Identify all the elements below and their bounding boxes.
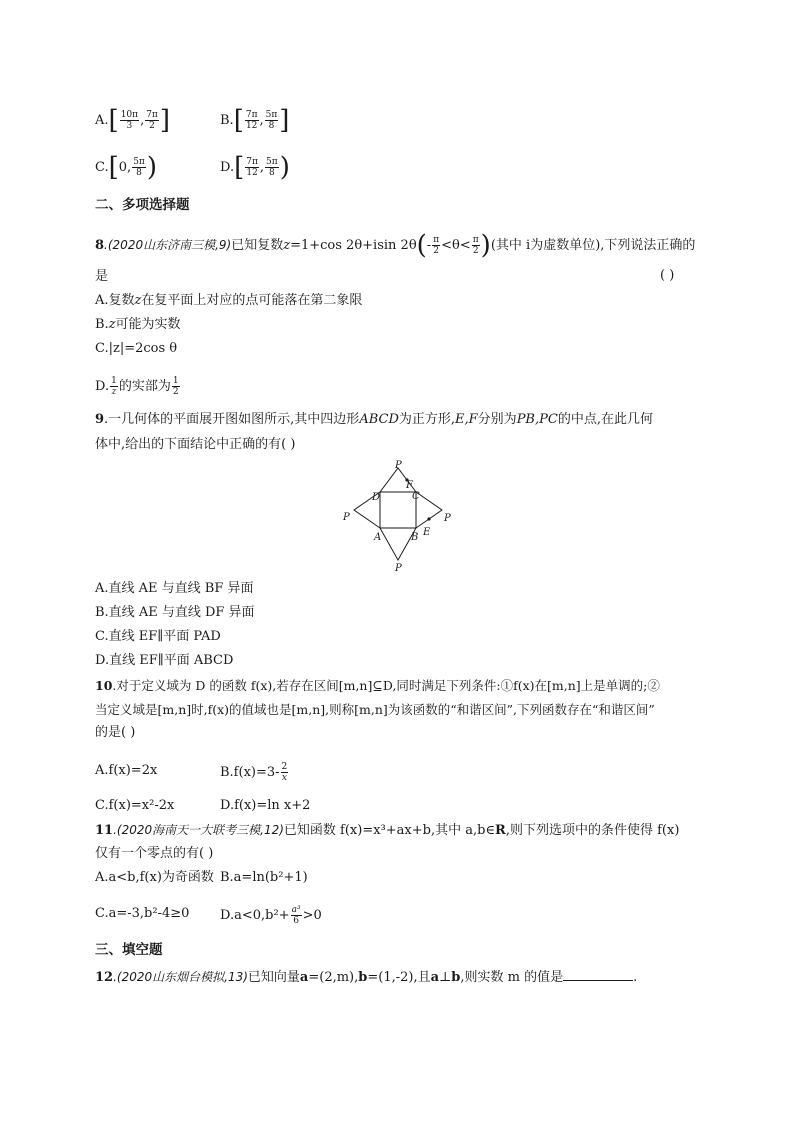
numerator: 5π bbox=[265, 110, 278, 120]
q9-option-a: A.直线 AE 与直线 BF 异面 bbox=[95, 581, 254, 596]
option-a-prev: A.[ $\frac{10\pi}{3}$ , $\frac{7\pi}{2}$ ] bbox=[95, 105, 171, 136]
bracket: [ bbox=[108, 105, 119, 136]
option-label: B. bbox=[220, 113, 234, 128]
numerator: 1 bbox=[111, 376, 117, 386]
stem-text: . bbox=[633, 970, 638, 985]
question-11-stem bbox=[95, 821, 679, 840]
question-8-stem bbox=[95, 230, 696, 261]
stem-text: 已知函数 f(x)=x³+ax+b,其中 a,b∈ bbox=[283, 823, 496, 838]
question-8-stem-cont: 是 bbox=[95, 269, 109, 284]
fraction bbox=[120, 110, 139, 131]
option-text: 在复平面上对应的点可能落在第二象限 bbox=[141, 293, 363, 308]
option-text: B. bbox=[95, 317, 109, 332]
triangle-right bbox=[416, 492, 442, 528]
option-b-prev: B.[ $\frac{7\pi}{12}$ , $\frac{5\pi}{8}$ ] bbox=[220, 105, 290, 136]
numerator: 7π bbox=[246, 157, 258, 167]
question-12-stem bbox=[95, 967, 637, 987]
option-text: 的实部为 bbox=[118, 379, 171, 394]
stem-text: .一几何体的平面展开图如图所示,其中四边形 bbox=[104, 412, 360, 427]
numerator: 7π bbox=[146, 110, 158, 120]
question-number: 12 bbox=[95, 970, 114, 985]
point-e bbox=[427, 517, 430, 520]
q8-option-c: C.|z|=2cos θ bbox=[95, 341, 178, 356]
question-9-stem-cont: 体中,给出的下面结论中正确的有( ) bbox=[95, 437, 296, 452]
math-var: z bbox=[134, 293, 142, 308]
stem-text: 的中点,在此几何 bbox=[557, 412, 653, 427]
q10-option-a: A.f(x)=2x bbox=[95, 763, 158, 778]
option-text: B.f(x)=3- bbox=[220, 765, 280, 780]
fraction bbox=[265, 110, 279, 131]
stem-text: 已知复数 bbox=[231, 238, 284, 253]
numerator: π bbox=[472, 235, 479, 245]
math-var: PB,PC bbox=[516, 412, 558, 427]
section-heading-fill-in: 三、填空题 bbox=[95, 942, 163, 958]
stem-text: =1+cos 2θ+isin 2θ bbox=[290, 238, 417, 253]
fraction bbox=[281, 762, 289, 783]
denominator: x bbox=[281, 773, 287, 783]
q10-option-c: C.f(x)=x²-2x bbox=[95, 798, 175, 813]
question-number: 10 bbox=[95, 678, 113, 693]
denominator: 2 bbox=[172, 387, 179, 397]
numerator: a³ bbox=[291, 905, 301, 915]
label-e: E bbox=[423, 527, 431, 538]
section-heading-multiple-choice: 二、多项选择题 bbox=[95, 197, 190, 213]
fraction bbox=[432, 235, 440, 256]
fraction bbox=[132, 157, 146, 178]
option-label: A. bbox=[95, 113, 109, 128]
option-c-prev bbox=[95, 152, 157, 183]
q10-option-b bbox=[220, 762, 289, 783]
answer-blank[interactable] bbox=[563, 967, 633, 981]
question-source: .(2020山东济南三模,9) bbox=[104, 238, 232, 252]
answer-paren: ( ) bbox=[660, 268, 675, 283]
fraction bbox=[172, 376, 180, 397]
bracket: [ bbox=[233, 105, 244, 136]
stem-text: .对于定义域为 D 的函数 f(x),若存在区间[m,n]⊆D,同时满足下列条件:①f(x)在[m,n]上是单调的;② bbox=[112, 678, 660, 693]
question-number: 8 bbox=[95, 238, 105, 253]
option-d-prev: D.[ $\frac{7\pi}{12}$ , $\frac{5\pi}{8}$ ) bbox=[220, 152, 290, 183]
q11-option-b: B.a=ln(b²+1) bbox=[220, 870, 308, 885]
numerator: 2 bbox=[281, 762, 288, 772]
label-p-left: P bbox=[343, 512, 350, 523]
math-var: z bbox=[283, 238, 291, 253]
question-10-stem bbox=[95, 677, 660, 695]
q9-option-d: D.直线 EF∥平面 ABCD bbox=[95, 653, 234, 668]
question-number: 11 bbox=[95, 823, 114, 838]
stem-text: ,则下列选项中的条件使得 f(x) bbox=[505, 823, 680, 838]
option-text: D.a<0,b²+ bbox=[220, 908, 290, 923]
numerator: 5π bbox=[266, 157, 278, 167]
denominator: 2 bbox=[472, 246, 479, 256]
label-p-bottom: P bbox=[395, 563, 402, 574]
numerator: 5π bbox=[133, 157, 145, 167]
label-c: C bbox=[412, 491, 420, 502]
perp-symbol: ⊥ bbox=[439, 970, 452, 985]
q10-option-d: D.f(x)=ln x+2 bbox=[220, 798, 311, 813]
vector-a: a bbox=[299, 970, 309, 985]
denominator: 8 bbox=[269, 168, 275, 178]
denominator: 2 bbox=[149, 121, 155, 131]
stem-text: ,则实数 m 的值是 bbox=[460, 970, 564, 985]
vector-b: b bbox=[358, 970, 368, 985]
math-text: - bbox=[426, 238, 432, 253]
fraction bbox=[291, 905, 302, 926]
stem-text: (其中 i为虚数单位),下列说法正确的 bbox=[490, 238, 696, 253]
numerator: 1 bbox=[172, 376, 179, 386]
denominator: 6 bbox=[293, 916, 299, 926]
question-number: 9 bbox=[95, 412, 105, 427]
option-label: C. bbox=[95, 160, 109, 175]
option-text: 可能为实数 bbox=[115, 317, 181, 332]
label-b: B bbox=[411, 532, 419, 543]
fraction bbox=[245, 157, 259, 178]
bracket: ) bbox=[146, 152, 157, 183]
denominator: 2 bbox=[433, 246, 440, 256]
denominator: 8 bbox=[136, 168, 142, 178]
question-9-stem bbox=[95, 411, 653, 429]
math-var: E,F bbox=[455, 412, 478, 427]
paren: ( bbox=[416, 230, 427, 261]
question-11-stem-cont: 仅有一个零点的有( ) bbox=[95, 846, 214, 861]
stem-text: =(2,m), bbox=[308, 970, 359, 985]
bracket: ] bbox=[279, 105, 290, 136]
math-var: z bbox=[108, 317, 116, 332]
q11-option-d bbox=[220, 905, 322, 926]
denominator: z bbox=[111, 387, 117, 397]
option-text: A.复数 bbox=[95, 293, 135, 308]
paren: ) bbox=[480, 230, 491, 261]
question-10-stem-cont: 当定义域是[m,n]时,f(x)的值域也是[m,n],则称[m,n]为该函数的“和谐区间”,下列函数存在“和谐区间” bbox=[95, 702, 655, 717]
q8-option-b bbox=[95, 316, 181, 334]
vector-a: a bbox=[430, 970, 440, 985]
vector-b: b bbox=[451, 970, 461, 985]
question-source: .(2020海南天一大联考三模,12) bbox=[113, 823, 284, 837]
q9-option-b: B.直线 AE 与直线 DF 异面 bbox=[95, 605, 255, 620]
bracket: ) bbox=[279, 152, 290, 183]
question-source: .(2020山东烟台模拟,13) bbox=[113, 970, 248, 984]
label-p-top: P bbox=[395, 460, 402, 471]
label-d: D bbox=[372, 492, 381, 503]
label-f: F bbox=[406, 480, 413, 491]
denominator: 12 bbox=[245, 121, 258, 131]
denominator: 3 bbox=[126, 121, 133, 131]
stem-text: =(1,-2),且 bbox=[367, 970, 431, 985]
q11-option-a: A.a<b,f(x)为奇函数 bbox=[95, 870, 214, 885]
fraction bbox=[145, 110, 159, 131]
option-text: >0 bbox=[302, 908, 322, 923]
math-text: <θ< bbox=[441, 238, 471, 253]
numerator: π bbox=[433, 235, 440, 245]
math-text: 0, bbox=[118, 160, 132, 175]
q9-option-c: C.直线 EF∥平面 PAD bbox=[95, 629, 221, 644]
bracket: [ bbox=[234, 152, 245, 183]
q8-option-d bbox=[95, 376, 181, 397]
denominator: 12 bbox=[246, 168, 258, 178]
stem-text: 分别为 bbox=[477, 412, 517, 427]
pyramid-net-figure bbox=[340, 460, 460, 575]
bracket: [ bbox=[108, 152, 119, 183]
bracket: ] bbox=[159, 105, 171, 136]
net-lines bbox=[354, 468, 442, 560]
denominator: 8 bbox=[268, 121, 275, 131]
math-set: R bbox=[495, 823, 506, 838]
fraction bbox=[110, 376, 118, 397]
fraction bbox=[265, 157, 279, 178]
option-label: D. bbox=[220, 160, 235, 175]
fraction bbox=[472, 235, 480, 256]
stem-text: 已知向量 bbox=[247, 970, 300, 985]
stem-text: 为正方形, bbox=[398, 412, 456, 427]
label-a: A bbox=[374, 532, 382, 543]
question-10-stem-end: 的是( ) bbox=[95, 725, 136, 740]
numerator: 10π bbox=[120, 110, 139, 120]
q8-option-a bbox=[95, 292, 362, 310]
option-text: D. bbox=[95, 379, 110, 394]
fraction bbox=[245, 110, 259, 131]
q11-option-c: C.a=-3,b²-4≥0 bbox=[95, 906, 190, 921]
math-var: ABCD bbox=[359, 412, 399, 427]
numerator: 7π bbox=[245, 110, 258, 120]
label-p-right: P bbox=[444, 513, 451, 524]
square-abcd bbox=[380, 492, 416, 528]
